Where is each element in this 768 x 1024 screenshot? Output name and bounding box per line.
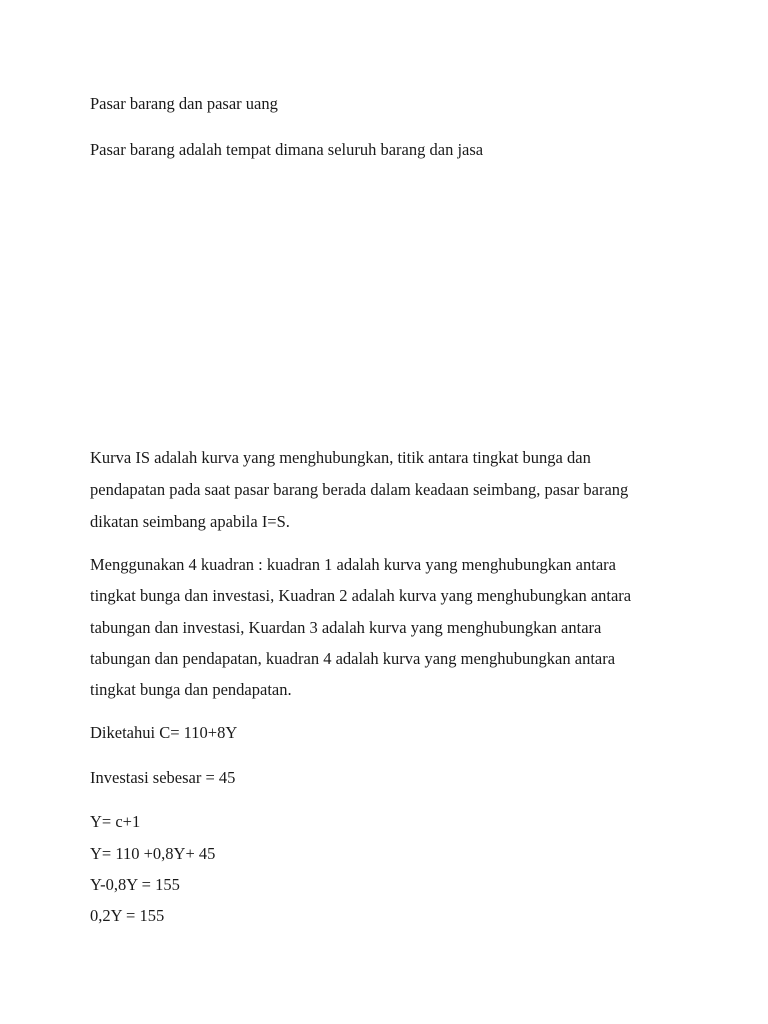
- paragraph-kuadran-line: tabungan dan pendapatan, kuadran 4 adalah kurva yang menghubungkan antara: [90, 649, 616, 668]
- document-heading: Pasar barang dan pasar uang: [90, 94, 278, 113]
- equation-line: Y= 110 +0,8Y+ 45: [90, 844, 216, 863]
- paragraph-is-line: Kurva IS adalah kurva yang menghubungkan, titik antara tingkat bunga dan: [90, 448, 591, 467]
- paragraph-kuadran-line: Menggunakan 4 kuadran : kuadran 1 adalah kurva yang menghubungkan antara: [90, 555, 616, 574]
- given-line: Diketahui C= 110+8Y: [90, 723, 238, 742]
- equation-line: 0,2Y = 155: [90, 906, 165, 925]
- intro-line: Pasar barang adalah tempat dimana seluruh barang dan jasa: [90, 140, 484, 159]
- paragraph-kuadran-line: tingkat bunga dan pendapatan.: [90, 680, 292, 699]
- equation-line: Y= c+1: [90, 812, 141, 831]
- paragraph-is-line: dikatan seimbang apabila I=S.: [90, 512, 290, 531]
- equation-line: Y-0,8Y = 155: [90, 875, 180, 894]
- investment-line: Investasi sebesar = 45: [90, 768, 236, 787]
- paragraph-is-line: pendapatan pada saat pasar barang berada dalam keadaan seimbang, pasar barang: [90, 480, 629, 499]
- paragraph-kuadran-line: tabungan dan investasi, Kuardan 3 adalah kurva yang menghubungkan antara: [90, 618, 602, 637]
- paragraph-kuadran-line: tingkat bunga dan investasi, Kuadran 2 adalah kurva yang menghubungkan antara: [90, 586, 632, 605]
